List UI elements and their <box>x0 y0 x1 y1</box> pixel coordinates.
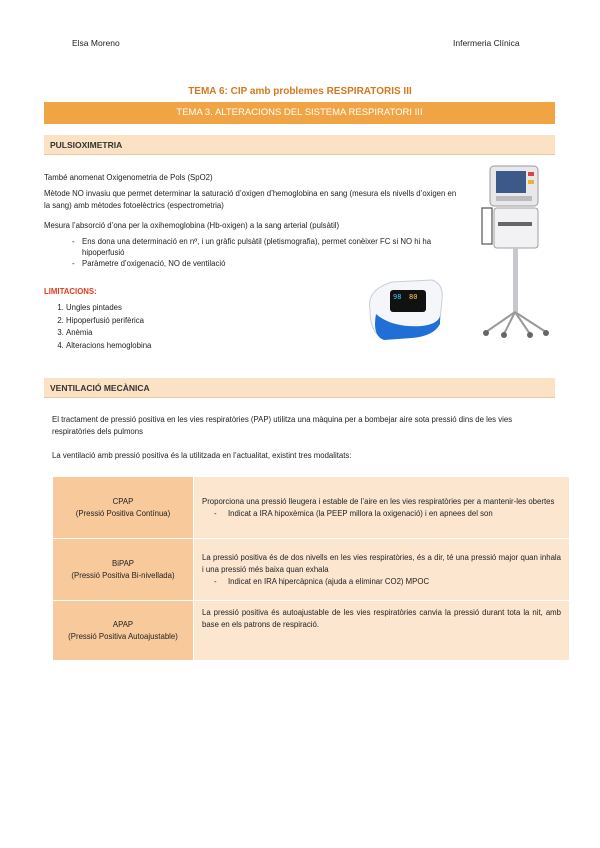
mode-desc-cell <box>194 539 570 601</box>
limitation-item: 3. Anèmia <box>66 327 266 340</box>
finger-oximeter-image <box>362 270 447 345</box>
mode-name: BiPAP <box>112 558 134 568</box>
pulsioximetria-heading: PULSIOXIMETRIA <box>44 135 555 155</box>
limitation-item: 2. Hipoperfusió perifèrica <box>66 315 266 328</box>
section-banner: TEMA 3. ALTERACIONS DEL SISTEMA RESPIRATORI III <box>44 102 555 124</box>
mode-name-cell <box>53 477 194 539</box>
mode-name: CPAP <box>112 496 134 506</box>
table-row <box>53 539 570 601</box>
table-row <box>53 477 570 539</box>
mode-description: La pressió positiva és autoajustable de les vies respiratòries canvia la pressió durant tota la nit, amb base en els patrons de respiració. <box>202 608 561 629</box>
table-row <box>53 601 570 661</box>
ventilacio-heading: VENTILACIÓ MECÀNICA <box>44 378 555 398</box>
mode-description: La pressió positiva és de dos nivells en les vies respiratòries, és a dir, té una pressió major quan inhala i una pressió més baixa quan exhala <box>202 552 561 574</box>
mode-indication: - Indicat a IRA hipoxèmica (la PEEP millora la oxigenació) i en apnees del son <box>202 508 561 520</box>
limitation-item: 1. Ungles pintades <box>66 302 266 315</box>
limitation-item: 4. Alteracions hemoglobina <box>66 340 266 353</box>
mode-full-name: (Pressió Positiva Contínua) <box>75 508 171 518</box>
mode-full-name: (Pressió Positiva Bi-nivellada) <box>71 570 175 580</box>
mode-name: APAP <box>112 619 134 629</box>
ventilation-modes-table <box>52 476 570 661</box>
ventilacio-p1: El tractament de pressió positiva en les vies respiratòries (PAP) utilitza una màquina per a bombejar aire sota pressió dins de les vies respiratòries dels pulmons <box>52 415 513 436</box>
pulse-ox-p1: També anomenat Oxigenometria de Pols (SpO2) <box>44 173 213 182</box>
mode-full-name: (Pressió Positiva Autoajustable) <box>68 631 178 641</box>
oximeter-spo2-readout: 98 <box>393 293 402 301</box>
mode-desc-cell <box>194 601 570 661</box>
mode-name-cell <box>53 539 194 601</box>
mode-name-cell <box>53 601 194 661</box>
pulse-ox-bullet: - Ens dona una determinació en nº, i un gràfic pulsàtil (pletismografia), permet conèixer FC si NO hi ha hipoperfusió <box>72 236 472 258</box>
ventilacio-p2: La ventilació amb pressió positiva és la utilitzada en l’actualitat, existint tres modalitats: <box>52 451 352 460</box>
patient-monitor-image <box>476 162 556 338</box>
mode-indication: - Indicat en IRA hipercàpnica (ajuda a eliminar CO2) MPOC <box>202 576 561 588</box>
header-subject: Infermeria Clínica <box>453 38 520 48</box>
mode-desc-cell <box>194 477 570 539</box>
pulse-ox-bullet: - Paràmetre d’oxigenació, NO de ventilació <box>72 258 472 269</box>
pulse-ox-bullets <box>72 236 472 269</box>
header-author: Elsa Moreno <box>72 38 120 48</box>
pulse-ox-p2: Mètode NO invasiu que permet determinar la saturació d’oxigen d’hemoglobina en sang (mesura els nivells d’oxigen en la sang) amb mètodes fotoelèctrics (espectrometria) <box>44 189 457 210</box>
oximeter-pulse-readout: 80 <box>409 293 418 301</box>
pulse-ox-p3: Mesura l’absorció d’ona per la oxihemoglobina (Hb-oxigen) a la sang arterial (pulsàtil) <box>44 221 340 230</box>
mode-description: Proporciona una pressió lleugera i estable de l’aire en les vies respiratòries per a mantenir-les obertes <box>202 496 555 506</box>
page-title: TEMA 6: CIP amb problemes RESPIRATORIS III <box>188 86 412 97</box>
limitations-title: LIMITACIONS: <box>44 287 97 296</box>
limitations-list <box>52 302 266 352</box>
